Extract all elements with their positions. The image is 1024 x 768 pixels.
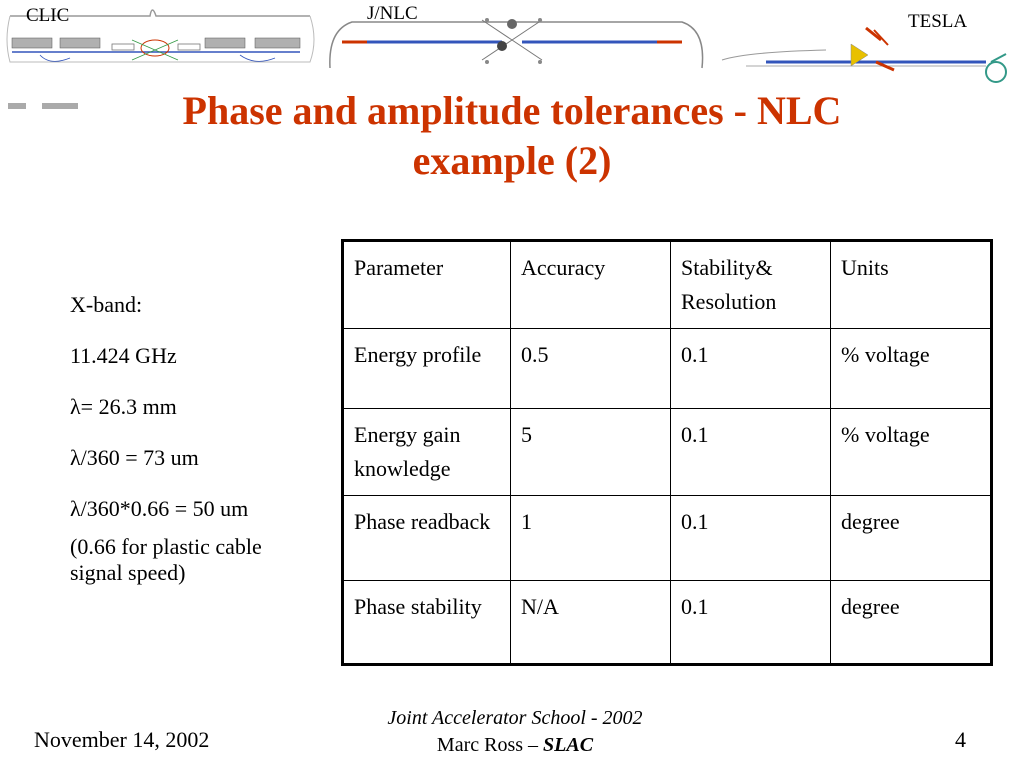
note-frequency: 11.424 GHz (70, 343, 177, 368)
cell-units: degree (831, 581, 992, 665)
tesla-label: TESLA (908, 11, 968, 32)
cell-units: % voltage (831, 409, 992, 496)
footer-author: Marc Ross – (436, 734, 539, 756)
table-row (343, 409, 992, 496)
header-accuracy: Accuracy (511, 241, 671, 329)
frequency-notes (70, 292, 310, 611)
footer-school: Joint Accelerator School - 2002 (387, 707, 643, 729)
footer-org: SLAC (543, 734, 594, 756)
note-wavelength: λ= 26.3 mm (70, 394, 177, 419)
header-units: Units (831, 241, 992, 329)
slide-title (60, 86, 964, 186)
page-number: 4 (955, 727, 966, 752)
title-line-1: Phase and amplitude tolerances - NLC (182, 88, 842, 133)
footer-author-line (300, 732, 730, 759)
clic-label: CLIC (26, 5, 70, 26)
header-stability: Stability& Resolution (671, 241, 831, 329)
note-cable-length: λ/360*0.66 = 50 um (70, 496, 249, 521)
cell-accuracy: 5 (511, 409, 671, 496)
cell-accuracy: N/A (511, 581, 671, 665)
cell-stability: 0.1 (671, 329, 831, 409)
cell-accuracy: 1 (511, 496, 671, 581)
cell-units: degree (831, 496, 992, 581)
note-degree-length: λ/360 = 73 um (70, 445, 199, 470)
cell-parameter: Energy profile (343, 329, 511, 409)
tolerance-table (341, 239, 993, 666)
cell-accuracy: 0.5 (511, 329, 671, 409)
cell-units: % voltage (831, 329, 992, 409)
cell-parameter: Phase readback (343, 496, 511, 581)
cell-stability: 0.1 (671, 409, 831, 496)
title-line-2: example (2) (412, 138, 612, 183)
cell-parameter: Phase stability (343, 581, 511, 665)
cell-stability: 0.1 (671, 581, 831, 665)
note-cable-speed: (0.66 for plastic cable signal speed) (70, 534, 262, 585)
note-band: X-band: (70, 292, 143, 317)
header-parameter: Parameter (343, 241, 511, 329)
table-row (343, 329, 992, 409)
jnlc-label: J/NLC (367, 3, 418, 24)
cell-parameter: Energy gain knowledge (343, 409, 511, 496)
footer-date: November 14, 2002 (34, 727, 210, 752)
cell-stability: 0.1 (671, 496, 831, 581)
footer-credit (300, 705, 730, 759)
tesla-schematic (716, 0, 1024, 92)
table-row (343, 581, 992, 665)
table-header-row (343, 241, 992, 329)
table-row (343, 496, 992, 581)
